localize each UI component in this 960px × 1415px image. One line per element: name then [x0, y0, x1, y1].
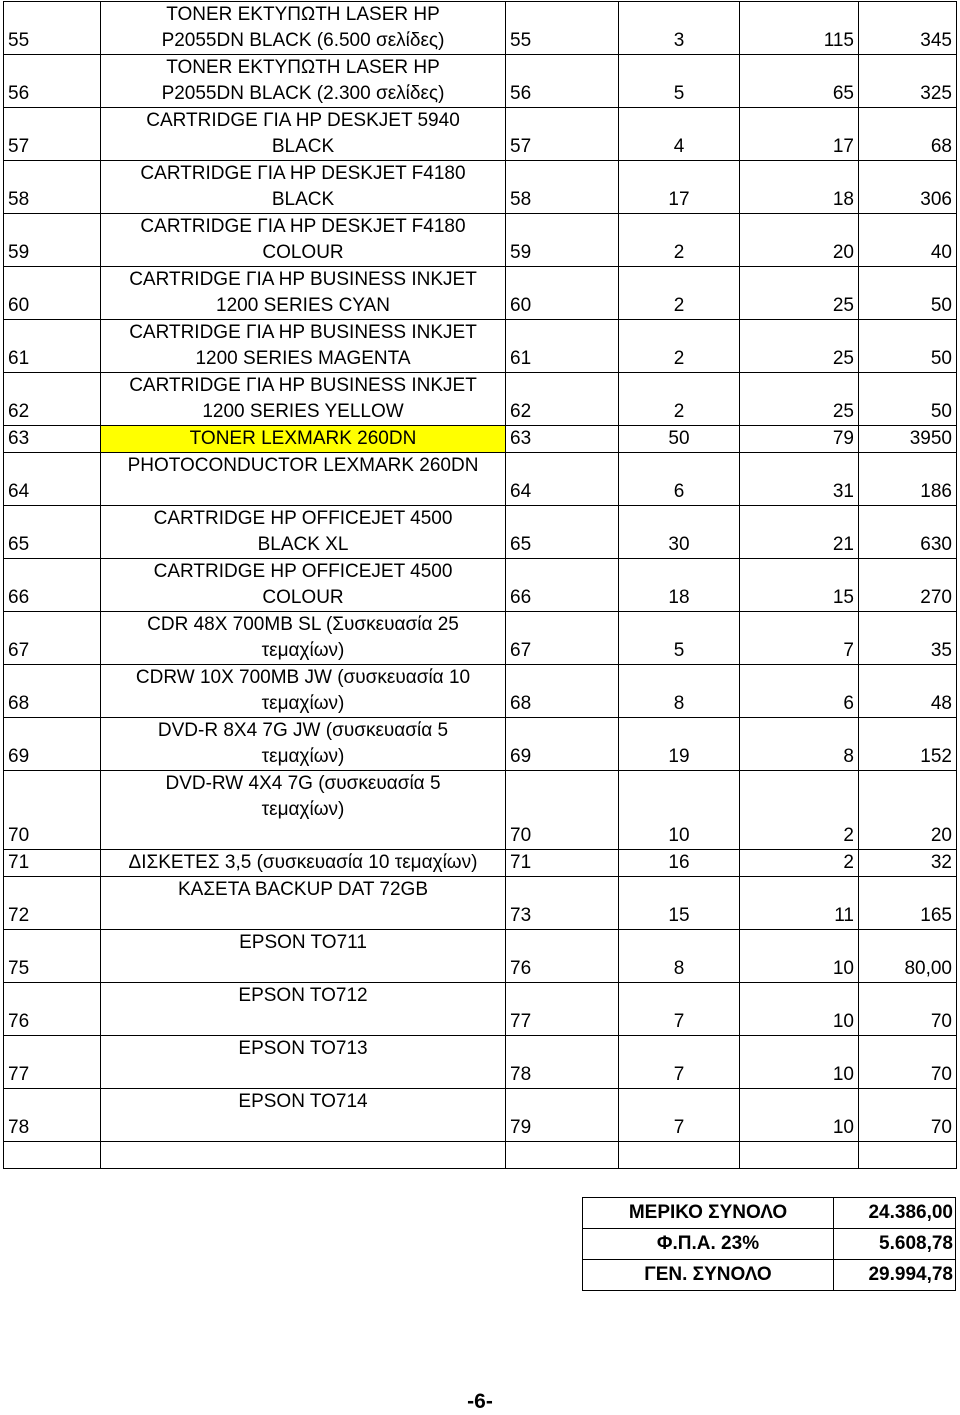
item-code: 61 [506, 320, 619, 373]
item-quantity: 15 [619, 877, 740, 930]
row-number: 69 [4, 718, 101, 771]
item-unit-price: 115 [740, 2, 859, 55]
item-unit-price: 7 [740, 612, 859, 665]
item-quantity: 5 [619, 612, 740, 665]
item-description [101, 930, 506, 983]
description-line [105, 956, 501, 982]
table-row [4, 55, 957, 108]
page-number: -6- [467, 1390, 493, 1413]
item-unit-price: 10 [740, 983, 859, 1036]
item-code: 67 [506, 612, 619, 665]
row-number: 56 [4, 55, 101, 108]
description-line: P2055DN BLACK (6.500 σελίδες) [161, 30, 445, 51]
item-quantity: 50 [619, 426, 740, 453]
item-code: 57 [506, 108, 619, 161]
item-code: 64 [506, 453, 619, 506]
description-line: EPSON TO711 [239, 932, 367, 953]
description-line [105, 1009, 501, 1035]
table-row [4, 930, 957, 983]
description-line: DVD-RW 4X4 7G (συσκευασία 5 [165, 773, 441, 794]
description-line: CARTRIDGE ΓΙΑ HP DESKJET F4180 [140, 163, 466, 184]
item-description [101, 506, 506, 559]
item-code: 63 [506, 426, 619, 453]
item-description [101, 1036, 506, 1089]
item-quantity: 10 [619, 771, 740, 850]
description-line: CARTRIDGE ΓΙΑ HP DESKJET F4180 [140, 216, 466, 237]
row-number: 77 [4, 1036, 101, 1089]
description-line: EPSON TO714 [238, 1091, 368, 1112]
item-quantity: 7 [619, 983, 740, 1036]
item-unit-price: 65 [740, 55, 859, 108]
item-total: 3950 [859, 426, 957, 453]
item-unit-price: 31 [740, 453, 859, 506]
description-line: BLACK XL [257, 534, 349, 555]
blank-cell [619, 1142, 740, 1169]
item-description [101, 1089, 506, 1142]
item-quantity: 4 [619, 108, 740, 161]
description-line: τεμαχίων) [261, 799, 345, 820]
summary-value: 29.994,78 [834, 1260, 956, 1291]
summary-row-subtotal [583, 1198, 956, 1229]
table-row [4, 108, 957, 161]
row-number: 70 [4, 771, 101, 850]
item-description [101, 2, 506, 55]
row-number: 61 [4, 320, 101, 373]
item-quantity: 30 [619, 506, 740, 559]
description-line: 1200 SERIES CYAN [216, 295, 390, 316]
table-row [4, 559, 957, 612]
item-description [101, 453, 506, 506]
item-unit-price: 15 [740, 559, 859, 612]
item-unit-price: 25 [740, 267, 859, 320]
description-line: τεμαχίων) [261, 693, 345, 714]
table-row [4, 2, 957, 55]
description-line: τεμαχίων) [261, 746, 345, 767]
item-total: 48 [859, 665, 957, 718]
description-line: ΚΑΣΕΤΑ BACKUP DAT 72GB [177, 879, 429, 900]
row-number: 78 [4, 1089, 101, 1142]
item-unit-price: 10 [740, 930, 859, 983]
item-unit-price: 20 [740, 214, 859, 267]
item-description [101, 214, 506, 267]
item-code: 77 [506, 983, 619, 1036]
description-line: TONER ΕΚΤΥΠΩΤΗ LASER HP [166, 4, 440, 25]
row-number: 63 [4, 426, 101, 453]
item-unit-price: 8 [740, 718, 859, 771]
row-number: 64 [4, 453, 101, 506]
description-line: CARTRIDGE ΓΙΑ HP BUSINESS INKJET [129, 269, 477, 290]
item-description [101, 850, 506, 877]
item-quantity: 8 [619, 930, 740, 983]
table-row [4, 161, 957, 214]
item-quantity: 18 [619, 559, 740, 612]
row-number: 68 [4, 665, 101, 718]
description-line: ΔΙΣΚΕΤΕΣ 3,5 (συσκευασία 10 τεμαχίων) [128, 852, 478, 873]
item-description [101, 108, 506, 161]
item-unit-price: 17 [740, 108, 859, 161]
item-code: 65 [506, 506, 619, 559]
item-quantity: 2 [619, 320, 740, 373]
description-line: P2055DN BLACK (2.300 σελίδες) [161, 83, 445, 104]
table-row [4, 506, 957, 559]
description-line: CARTRIDGE HP OFFICEJET 4500 [153, 561, 453, 582]
description-line: CDR 48X 700MB SL (Συσκευασία 25 [147, 614, 459, 635]
description-line: τεμαχίων) [261, 640, 345, 661]
item-total: 152 [859, 718, 957, 771]
summary-label: ΜΕΡΙΚΟ ΣΥΝΟΛΟ [583, 1198, 834, 1229]
item-description [101, 55, 506, 108]
description-line: CARTRIDGE ΓΙΑ HP DESKJET 5940 [146, 110, 460, 131]
table-row [4, 1089, 957, 1142]
description-line: CARTRIDGE ΓΙΑ HP BUSINESS INKJET [129, 375, 477, 396]
row-number: 71 [4, 850, 101, 877]
table-row [4, 665, 957, 718]
item-description [101, 267, 506, 320]
item-unit-price: 2 [740, 771, 859, 850]
item-description [101, 426, 506, 453]
row-number: 58 [4, 161, 101, 214]
description-line [105, 823, 501, 849]
item-code: 68 [506, 665, 619, 718]
description-line: 1200 SERIES YELLOW [202, 401, 404, 422]
item-code: 69 [506, 718, 619, 771]
table-row [4, 877, 957, 930]
description-line: CARTRIDGE ΓΙΑ HP BUSINESS INKJET [129, 322, 477, 343]
table-row [4, 612, 957, 665]
item-total: 306 [859, 161, 957, 214]
item-quantity: 2 [619, 267, 740, 320]
table-row [4, 1036, 957, 1089]
table-row [4, 267, 957, 320]
item-description [101, 771, 506, 850]
item-quantity: 19 [619, 718, 740, 771]
item-unit-price: 10 [740, 1089, 859, 1142]
description-line [105, 903, 501, 929]
items-table [3, 1, 957, 1169]
table-row [4, 983, 957, 1036]
item-description [101, 612, 506, 665]
item-code: 55 [506, 2, 619, 55]
item-quantity: 6 [619, 453, 740, 506]
description-line: TONER LEXMARK 260DN [189, 428, 417, 449]
item-total: 70 [859, 1089, 957, 1142]
item-description [101, 161, 506, 214]
item-quantity: 17 [619, 161, 740, 214]
row-number: 72 [4, 877, 101, 930]
row-number: 66 [4, 559, 101, 612]
row-number: 62 [4, 373, 101, 426]
item-code: 76 [506, 930, 619, 983]
description-line: CDRW 10X 700MB JW (συσκευασία 10 [135, 667, 471, 688]
item-total: 165 [859, 877, 957, 930]
item-code: 71 [506, 850, 619, 877]
row-number: 65 [4, 506, 101, 559]
description-line: TONER ΕΚΤΥΠΩΤΗ LASER HP [166, 57, 440, 78]
item-total: 32 [859, 850, 957, 877]
item-description [101, 665, 506, 718]
summary-value: 5.608,78 [834, 1229, 956, 1260]
item-code: 59 [506, 214, 619, 267]
item-unit-price: 79 [740, 426, 859, 453]
item-unit-price: 25 [740, 320, 859, 373]
item-quantity: 2 [619, 214, 740, 267]
description-line: COLOUR [262, 242, 344, 263]
item-unit-price: 2 [740, 850, 859, 877]
item-code: 66 [506, 559, 619, 612]
item-description [101, 320, 506, 373]
item-code: 79 [506, 1089, 619, 1142]
item-quantity: 16 [619, 850, 740, 877]
summary-table [582, 1197, 956, 1291]
item-quantity: 3 [619, 2, 740, 55]
description-line: CARTRIDGE HP OFFICEJET 4500 [153, 508, 453, 529]
row-number: 55 [4, 2, 101, 55]
items-table-body [4, 2, 957, 1169]
item-total: 70 [859, 983, 957, 1036]
item-unit-price: 21 [740, 506, 859, 559]
description-line: EPSON TO713 [238, 1038, 368, 1059]
table-row [4, 850, 957, 877]
item-code: 70 [506, 771, 619, 850]
item-quantity: 2 [619, 373, 740, 426]
item-total: 20 [859, 771, 957, 850]
summary-label: ΓΕΝ. ΣΥΝΟΛΟ [583, 1260, 834, 1291]
table-row [4, 214, 957, 267]
item-total: 50 [859, 267, 957, 320]
item-total: 35 [859, 612, 957, 665]
item-unit-price: 18 [740, 161, 859, 214]
item-code: 60 [506, 267, 619, 320]
item-quantity: 8 [619, 665, 740, 718]
blank-cell [506, 1142, 619, 1169]
item-total: 80,00 [859, 930, 957, 983]
row-number: 60 [4, 267, 101, 320]
description-line: COLOUR [262, 587, 344, 608]
item-total: 68 [859, 108, 957, 161]
item-quantity: 5 [619, 55, 740, 108]
item-total: 270 [859, 559, 957, 612]
summary-label: Φ.Π.Α. 23% [583, 1229, 834, 1260]
description-line: EPSON TO712 [238, 985, 368, 1006]
table-row [4, 771, 957, 850]
blank-cell [101, 1142, 506, 1169]
table-row [4, 320, 957, 373]
description-line: DVD-R 8X4 7G JW (συσκευασία 5 [157, 720, 449, 741]
item-description [101, 983, 506, 1036]
item-quantity: 7 [619, 1036, 740, 1089]
item-total: 345 [859, 2, 957, 55]
description-line: BLACK [271, 136, 335, 157]
item-description [101, 718, 506, 771]
summary-value: 24.386,00 [834, 1198, 956, 1229]
item-code: 56 [506, 55, 619, 108]
row-number: 57 [4, 108, 101, 161]
table-row [4, 453, 957, 506]
description-line: PHOTOCONDUCTOR LEXMARK 260DN [127, 455, 479, 476]
description-line [105, 1115, 501, 1141]
description-line [105, 479, 501, 505]
item-code: 78 [506, 1036, 619, 1089]
item-total: 70 [859, 1036, 957, 1089]
item-unit-price: 25 [740, 373, 859, 426]
summary-row-vat [583, 1229, 956, 1260]
item-code: 58 [506, 161, 619, 214]
item-quantity: 7 [619, 1089, 740, 1142]
table-row [4, 373, 957, 426]
blank-cell [859, 1142, 957, 1169]
table-row [4, 718, 957, 771]
blank-row [4, 1142, 957, 1169]
blank-cell [4, 1142, 101, 1169]
row-number: 76 [4, 983, 101, 1036]
description-line: 1200 SERIES MAGENTA [195, 348, 411, 369]
item-unit-price: 6 [740, 665, 859, 718]
item-description [101, 373, 506, 426]
item-description [101, 877, 506, 930]
item-code: 73 [506, 877, 619, 930]
description-line [105, 1062, 501, 1088]
row-number: 75 [4, 930, 101, 983]
item-total: 186 [859, 453, 957, 506]
item-total: 50 [859, 373, 957, 426]
row-number: 67 [4, 612, 101, 665]
item-unit-price: 11 [740, 877, 859, 930]
item-total: 630 [859, 506, 957, 559]
table-row [4, 426, 957, 453]
item-total: 50 [859, 320, 957, 373]
item-total: 40 [859, 214, 957, 267]
item-code: 62 [506, 373, 619, 426]
item-description [101, 559, 506, 612]
item-total: 325 [859, 55, 957, 108]
summary-row-total [583, 1260, 956, 1291]
row-number: 59 [4, 214, 101, 267]
description-line: BLACK [271, 189, 335, 210]
blank-cell [740, 1142, 859, 1169]
item-unit-price: 10 [740, 1036, 859, 1089]
